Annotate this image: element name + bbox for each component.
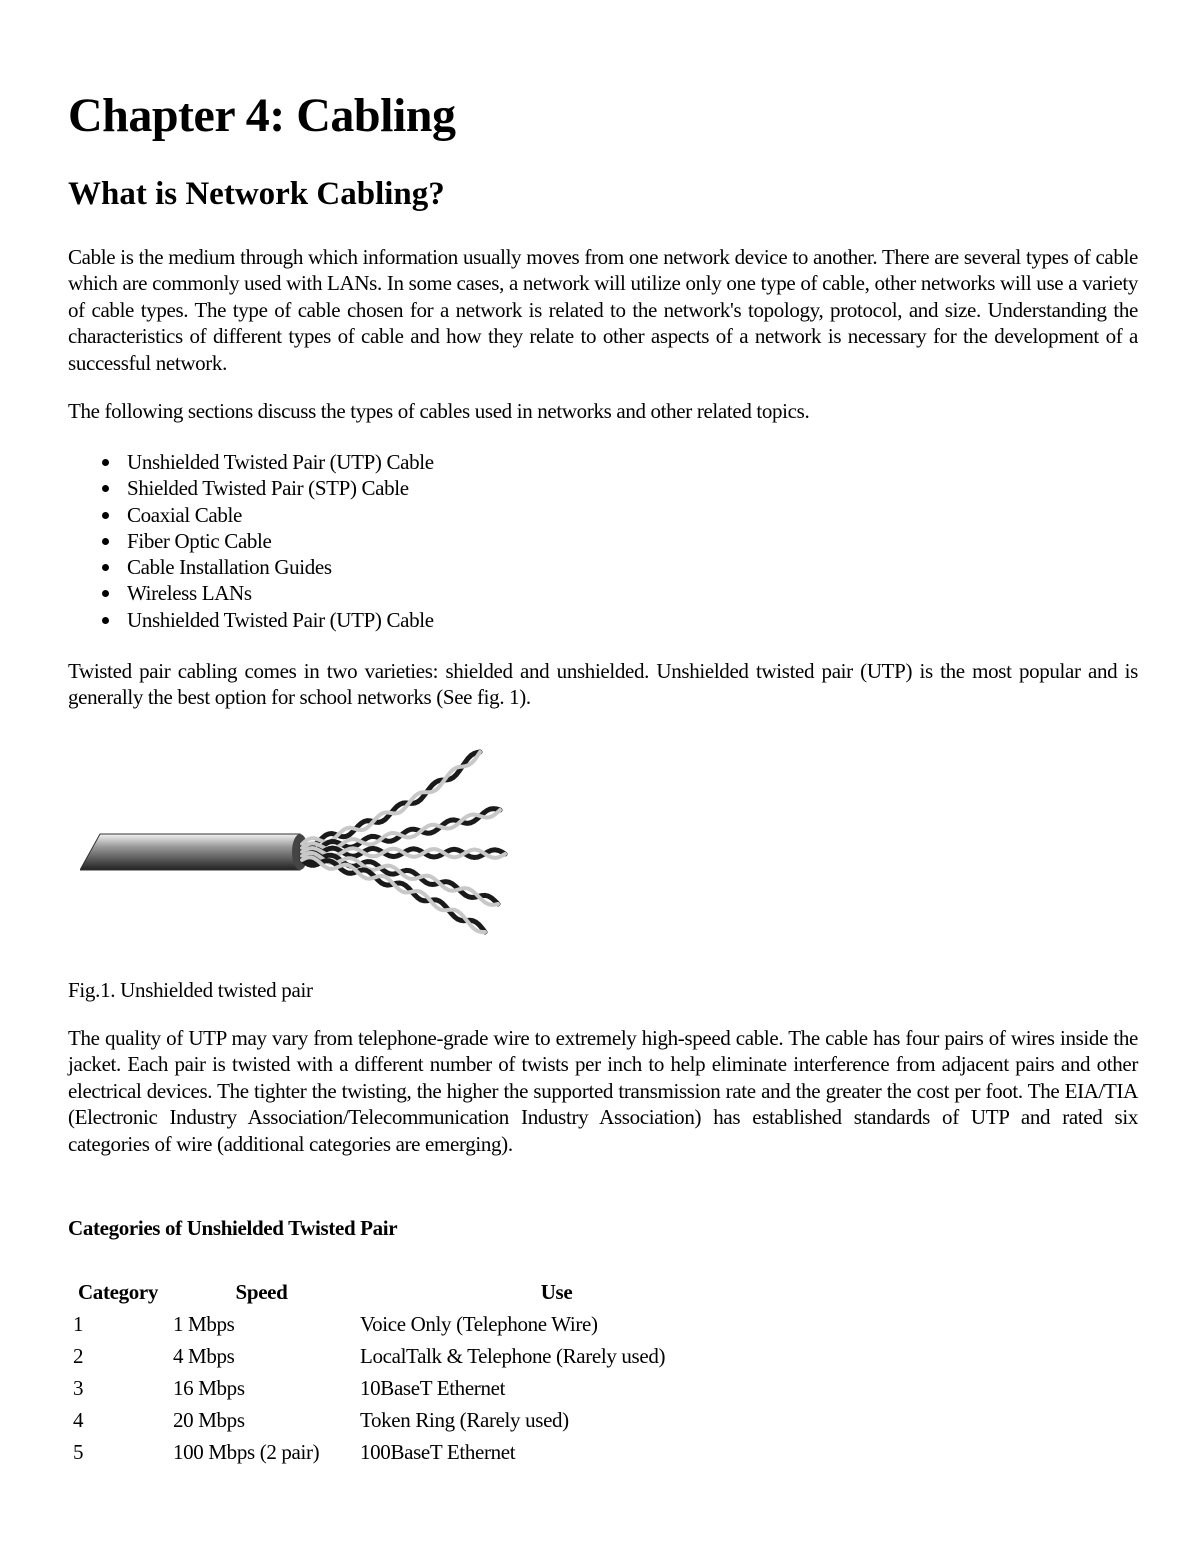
wire-pairs <box>302 752 505 932</box>
use-cell: 10BaseT Ethernet <box>360 1375 506 1400</box>
use-cell: Voice Only (Telephone Wire) <box>360 1311 598 1336</box>
column-header-use: Use <box>540 1279 573 1304</box>
table-row <box>68 1308 758 1340</box>
column-header-category: Category <box>77 1279 158 1304</box>
use-cell: 100BaseT Ethernet <box>360 1439 516 1464</box>
topic-list-item: Fiber Optic Cable <box>100 528 434 554</box>
column-header-speed: Speed <box>235 1279 288 1304</box>
speed-cell: 1 Mbps <box>173 1311 235 1336</box>
table-heading: Categories of Unshielded Twisted Pair <box>68 1216 398 1240</box>
table-header-row <box>68 1276 758 1308</box>
table-row <box>68 1340 758 1372</box>
dark-wire <box>302 860 485 932</box>
category-cell: 3 <box>73 1375 84 1400</box>
topic-list-item: Shielded Twisted Pair (STP) Cable <box>100 475 434 501</box>
topic-list-item: Coaxial Cable <box>100 502 434 528</box>
category-cell: 4 <box>73 1407 84 1432</box>
use-cell: Token Ring (Rarely used) <box>360 1407 569 1432</box>
section-heading: What is Network Cabling? <box>68 176 445 212</box>
category-cell: 1 <box>73 1311 84 1336</box>
intro-paragraph: Cable is the medium through which information usually moves from one network device to another. There are several types of cable which are commonly used with LANs. In some cases, a network will utilize only one type of cable, other networks will use a variety of cable types. The type of cable chosen for a network is related to the network's topology, protocol, and size. Understanding the characteristics of different types of cable and how they relate to other aspects of a network is necessary for the development of a successful network. <box>68 245 1138 375</box>
table-row <box>68 1372 758 1404</box>
light-wire <box>302 752 480 844</box>
utp-categories-table <box>68 1276 758 1468</box>
category-cell: 2 <box>73 1343 84 1368</box>
speed-cell: 16 Mbps <box>173 1375 245 1400</box>
category-cell: 5 <box>73 1439 84 1464</box>
topic-list-item: Wireless LANs <box>100 580 434 606</box>
utp-quality-paragraph: The quality of UTP may vary from telephone-grade wire to extremely high-speed cable. The cable has four pairs of wires inside the jacket. Each pair is twisted with a different number of twists per inch to help eliminate interference from adjacent pairs and other electrical devices. The tighter the twisting, the higher the supported transmission rate and the greater the cost per foot. The EIA/TIA (Electronic Industry Association/Telecommunication Industry Association) has established standards of UTP and rated six categories of wire (additional categories are emerging). <box>68 1026 1138 1156</box>
speed-cell: 100 Mbps (2 pair) <box>173 1439 320 1464</box>
twisted-pair-paragraph: Twisted pair cabling comes in two varieties: shielded and unshielded. Unshielded twisted pair (UTP) is the most popular and is generally the best option for school networks (See fig. 1). <box>68 659 1138 710</box>
figure-caption: Fig.1. Unshielded twisted pair <box>68 978 313 1002</box>
use-cell: LocalTalk & Telephone (Rarely used) <box>360 1343 666 1368</box>
topic-list-item: Cable Installation Guides <box>100 554 434 580</box>
utp-cable-illustration <box>80 742 520 942</box>
speed-cell: 20 Mbps <box>173 1407 245 1432</box>
topic-list-item: Unshielded Twisted Pair (UTP) Cable <box>100 449 434 475</box>
sections-intro-paragraph: The following sections discuss the types of cables used in networks and other related topics. <box>68 399 810 423</box>
speed-cell: 4 Mbps <box>173 1343 235 1368</box>
topic-list-item: Unshielded Twisted Pair (UTP) Cable <box>100 607 434 633</box>
table-row <box>68 1436 758 1468</box>
table-row <box>68 1404 758 1436</box>
topic-list <box>100 449 434 633</box>
cable-jacket <box>80 834 300 870</box>
page-title: Chapter 4: Cabling <box>68 89 456 142</box>
